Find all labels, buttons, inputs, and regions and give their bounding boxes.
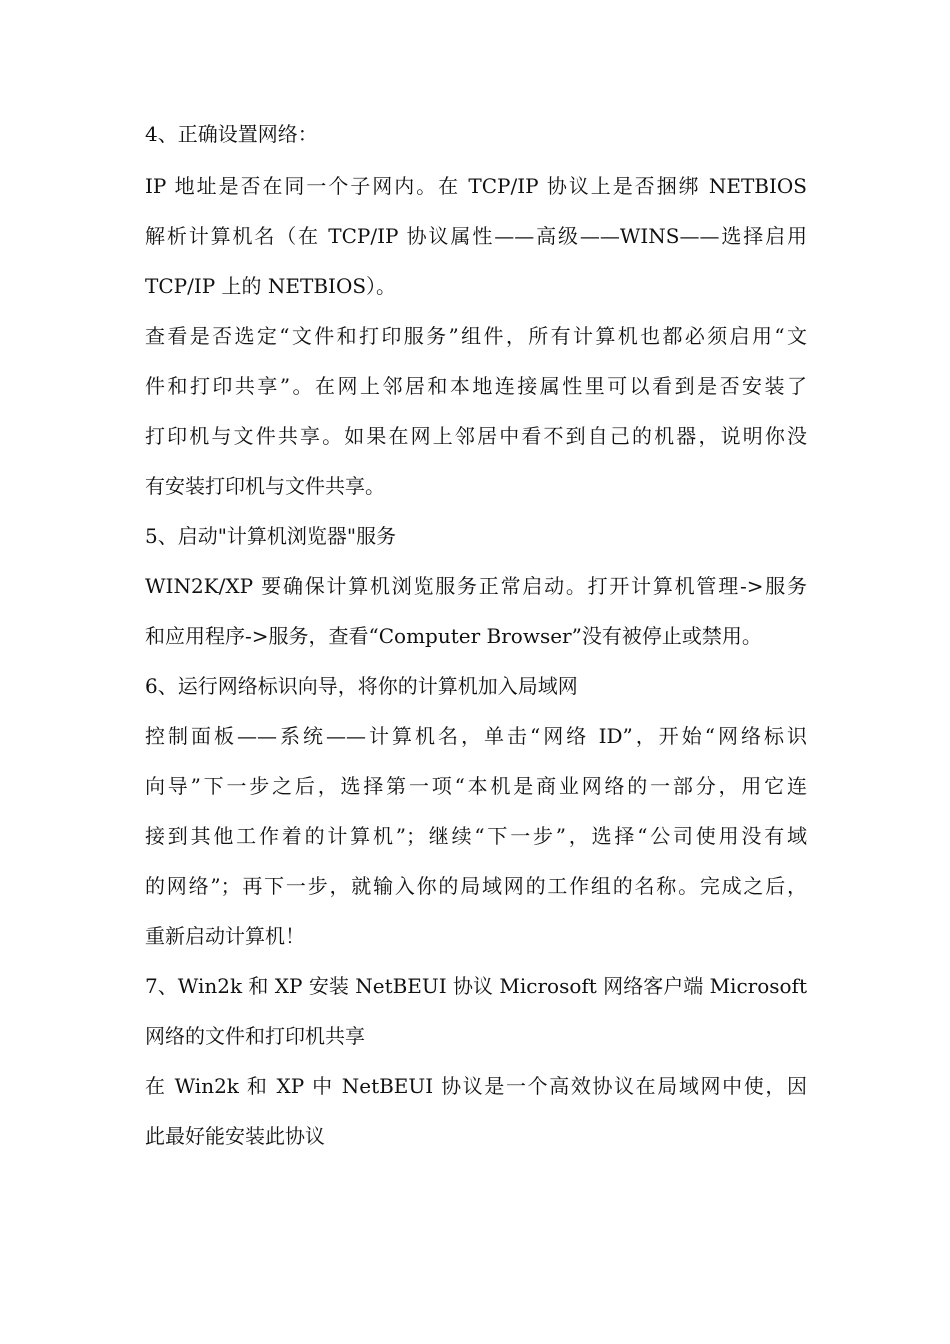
paragraph-line: 解析计算机名（在 TCP/IP 协议属性——高级——WINS——选择启用 (145, 224, 807, 248)
heading-step-7: 7、Win2k 和 XP 安装 NetBEUI 协议 Microsoft 网络客户端 Microsoft (145, 974, 807, 998)
paragraph-line: 件和打印共享”。在网上邻居和本地连接属性里可以看到是否安装了 (145, 374, 807, 398)
paragraph-line: 和应用程序->服务，查看“Computer Browser”没有被停止或禁用。 (145, 624, 762, 648)
paragraph-line: 打印机与文件共享。如果在网上邻居中看不到自己的机器，说明你没 (145, 424, 807, 448)
heading-step-7-continued: 网络的文件和打印机共享 (145, 1024, 365, 1048)
paragraph-line: 向导”下一步之后，选择第一项“本机是商业网络的一部分，用它连 (145, 774, 807, 798)
paragraph-line: 重新启动计算机！ (145, 924, 305, 948)
paragraph-line: 控制面板——系统——计算机名，单击“网络 ID”，开始“网络标识 (145, 724, 807, 748)
heading-step-6: 6、运行网络标识向导，将你的计算机加入局域网 (145, 674, 578, 698)
paragraph-line: 查看是否选定“文件和打印服务”组件，所有计算机也都必须启用“文 (145, 324, 807, 348)
paragraph-line: 此最好能安装此协议 (145, 1124, 325, 1148)
paragraph-line: TCP/IP 上的 NETBIOS）。 (145, 274, 397, 298)
paragraph-line: WIN2K/XP 要确保计算机浏览服务正常启动。打开计算机管理->服务 (145, 574, 807, 598)
paragraph-line: 在 Win2k 和 XP 中 NetBEUI 协议是一个高效协议在局域网中使，因 (145, 1074, 807, 1098)
heading-step-4: 4、正确设置网络： (145, 122, 318, 146)
paragraph-line: IP 地址是否在同一个子网内。在 TCP/IP 协议上是否捆绑 NETBIOS (145, 174, 807, 198)
paragraph-line: 接到其他工作着的计算机”；继续“下一步”，选择“公司使用没有域 (145, 824, 807, 848)
paragraph-line: 的网络”；再下一步，就输入你的局域网的工作组的名称。完成之后， (145, 874, 807, 898)
paragraph-line: 有安装打印机与文件共享。 (145, 474, 385, 498)
heading-step-5: 5、启动"计算机浏览器"服务 (145, 524, 397, 548)
